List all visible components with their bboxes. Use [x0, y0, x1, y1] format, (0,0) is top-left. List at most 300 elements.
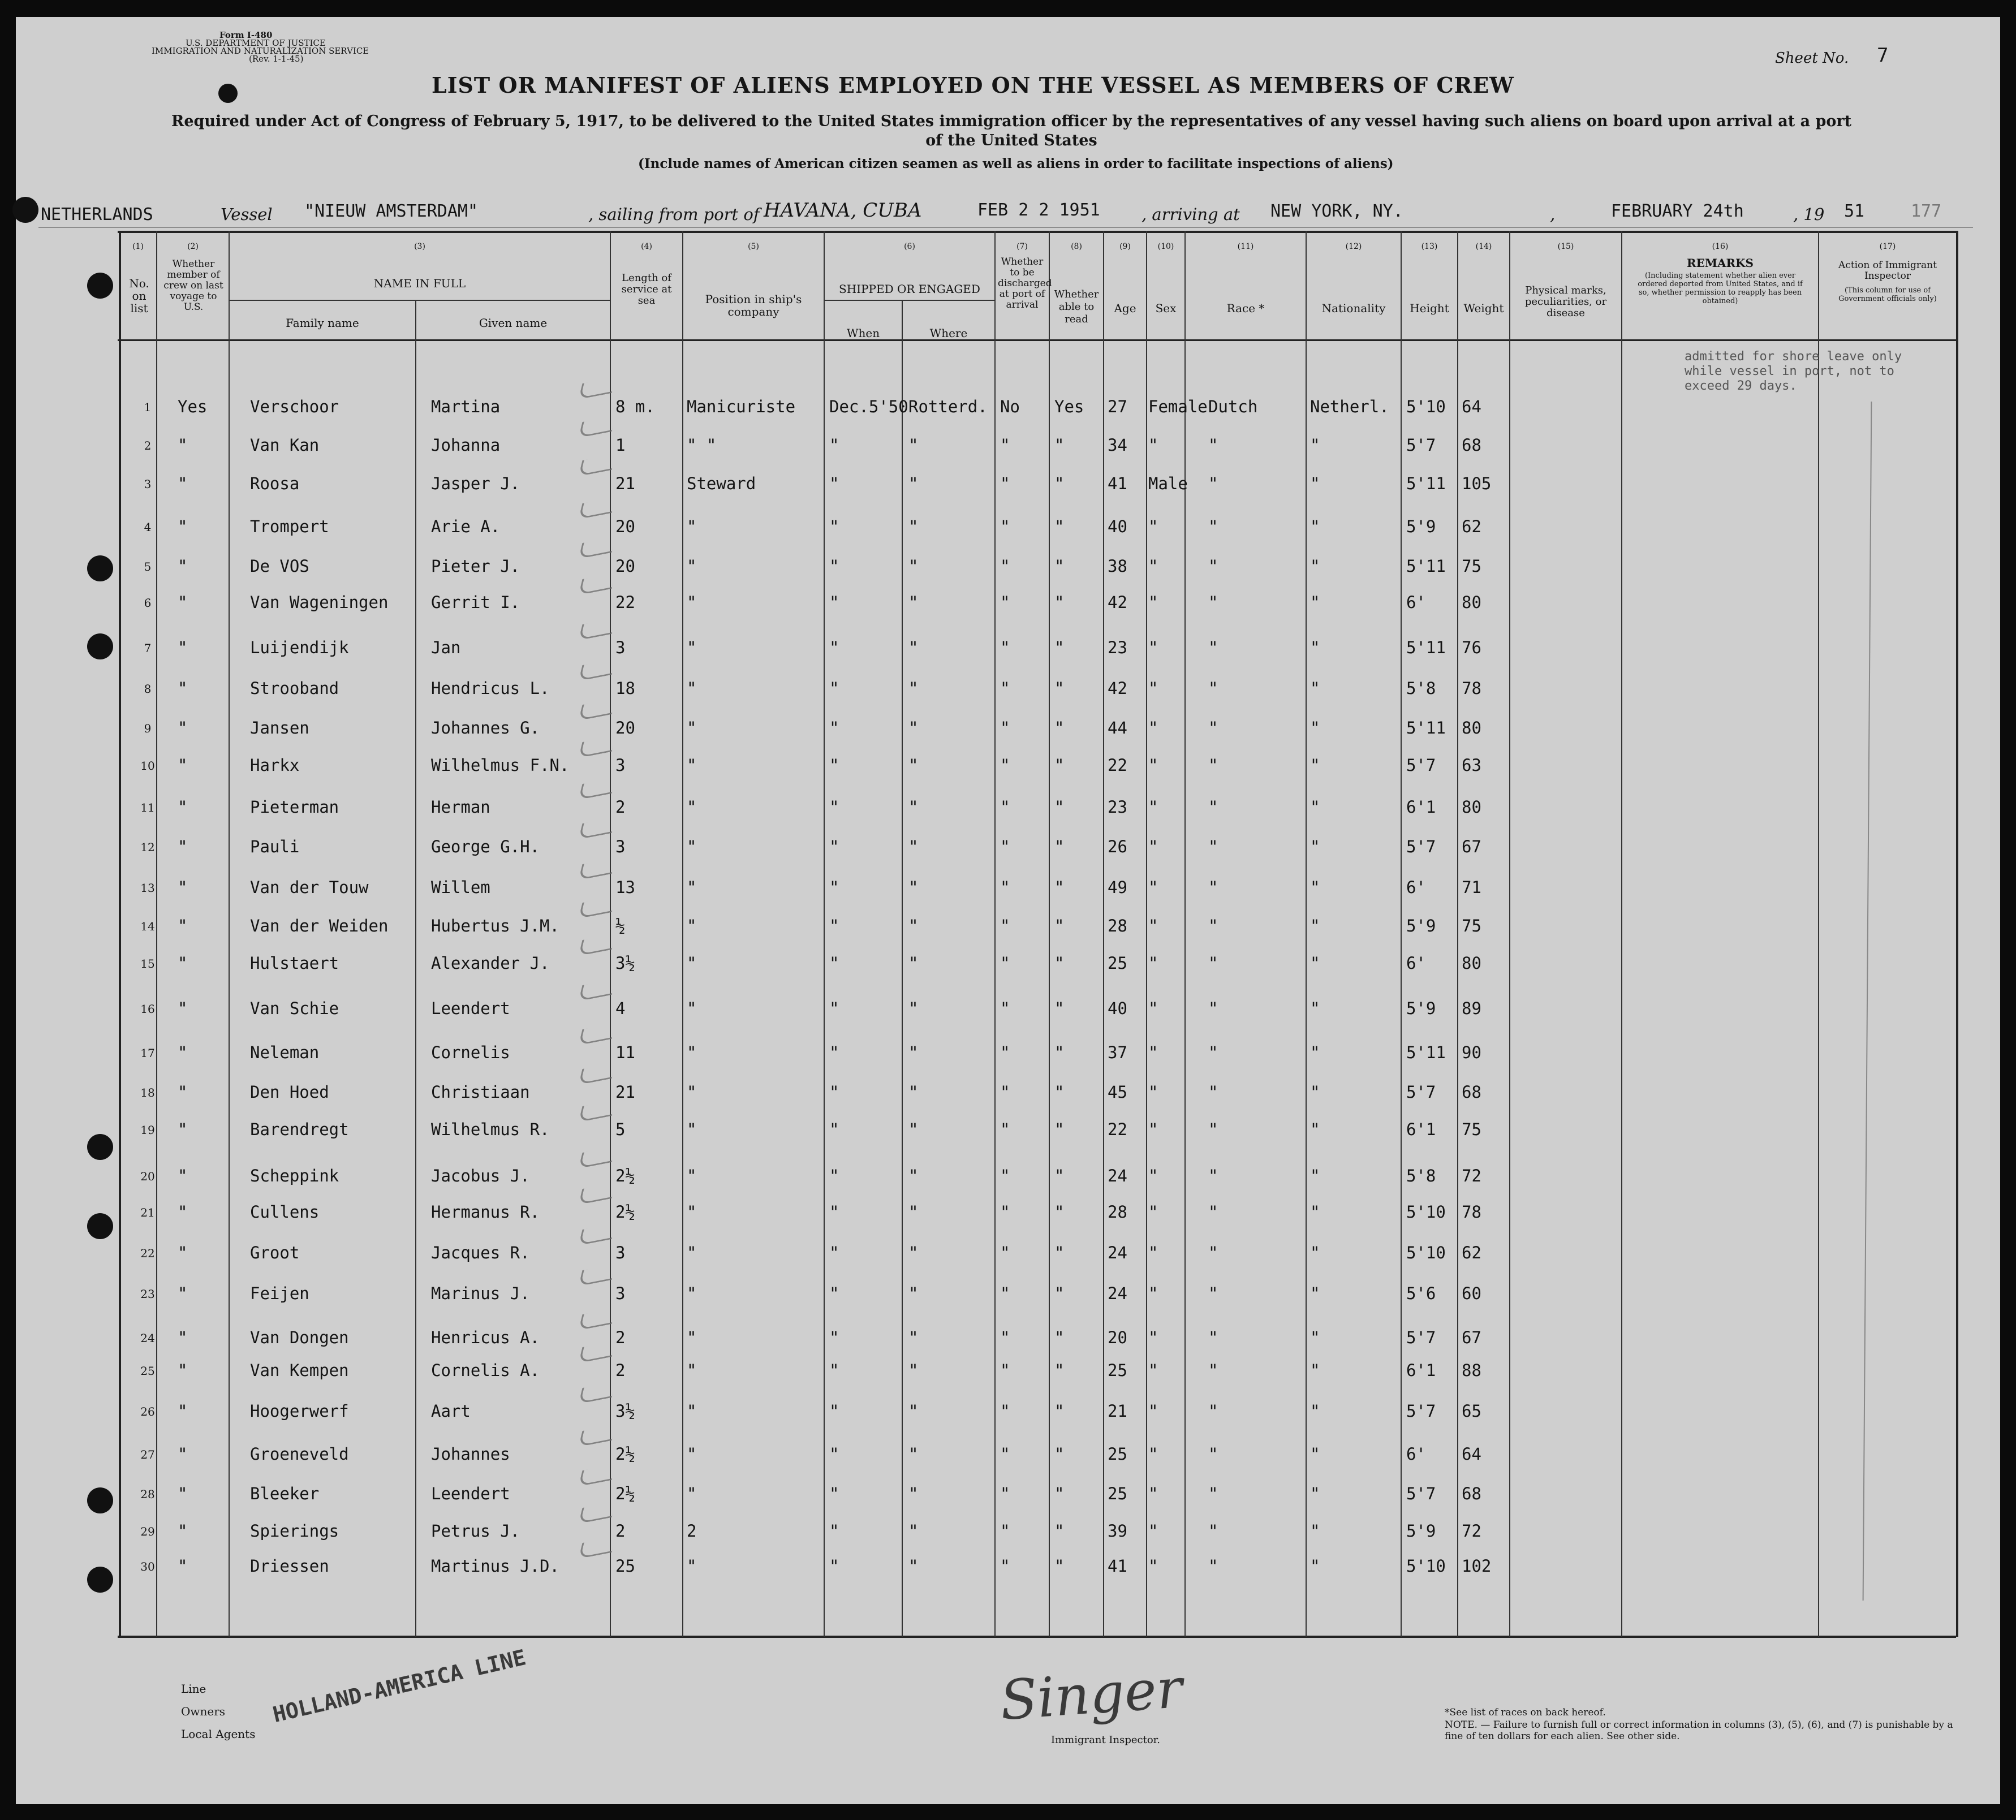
family-name: Cullens [250, 1202, 320, 1222]
age: 38 [1108, 557, 1127, 576]
col-3b-header: Given name [479, 316, 548, 330]
shipped-when: " [829, 837, 839, 856]
height: 5'10 [1406, 1202, 1446, 1222]
service-length: 20 [615, 517, 635, 536]
service-length: 8 m. [615, 397, 655, 416]
nationality: " [1310, 1043, 1320, 1062]
discharged: " [1000, 837, 1010, 856]
sex: " [1148, 1556, 1158, 1576]
row-number: 6 [144, 596, 152, 610]
row-number: 5 [144, 560, 152, 573]
table-row [16, 878, 2000, 915]
shipped-where: " [908, 1202, 919, 1222]
can-read: " [1054, 837, 1065, 856]
shipped-when: " [829, 1082, 839, 1102]
weight: 64 [1462, 1444, 1481, 1464]
family-name: Van Wageningen [250, 593, 389, 612]
table-row [16, 1120, 2000, 1157]
position: " [687, 999, 697, 1018]
weight: 78 [1462, 1202, 1481, 1222]
height: 6' [1406, 954, 1426, 973]
service-length: 3 [615, 638, 626, 657]
prev-voyage: " [178, 435, 188, 455]
prev-voyage: " [178, 718, 188, 738]
age: 25 [1108, 1361, 1127, 1380]
table-row [16, 517, 2000, 554]
shipped-when: " [829, 756, 839, 775]
prev-voyage: " [178, 1521, 188, 1541]
can-read: " [1054, 1556, 1065, 1576]
table-row [16, 679, 2000, 716]
weight: 105 [1462, 474, 1492, 493]
col-1-header: No. on list [129, 277, 149, 315]
height: 5'7 [1406, 435, 1436, 455]
ink-blot [218, 84, 238, 103]
can-read: " [1054, 474, 1065, 493]
can-read: " [1054, 1243, 1065, 1262]
discharged: " [1000, 1328, 1010, 1347]
prev-voyage: " [178, 679, 188, 698]
family-name: Groot [250, 1243, 300, 1262]
discharged: " [1000, 1556, 1010, 1576]
service-length: 2 [615, 1361, 626, 1380]
shipped-where: " [908, 557, 919, 576]
race: " [1208, 999, 1218, 1018]
col-13-header: Height [1410, 301, 1449, 315]
race: " [1208, 1556, 1218, 1576]
weight: 88 [1462, 1361, 1481, 1380]
race: " [1208, 557, 1218, 576]
given-name: Hermanus R. [431, 1202, 540, 1222]
shipped-when: " [829, 1284, 839, 1303]
given-name: Marinus J. [431, 1284, 530, 1303]
col-11-header: Race * [1226, 301, 1265, 315]
age: 22 [1108, 1120, 1127, 1139]
table-row [16, 474, 2000, 511]
service-length: 20 [615, 557, 635, 576]
col-4-header: Length of service at sea [621, 272, 672, 307]
discharged: " [1000, 916, 1010, 935]
age: 34 [1108, 435, 1127, 455]
prev-voyage: " [178, 797, 188, 817]
shipped-when: " [829, 1328, 839, 1347]
row-number: 19 [140, 1123, 155, 1137]
nationality: " [1310, 1284, 1320, 1303]
agent-stamp: HOLLAND-AMERICA LINE [270, 1645, 528, 1727]
discharged: " [1000, 638, 1010, 657]
nationality: " [1310, 1444, 1320, 1464]
position: " [687, 1556, 697, 1576]
table-row [16, 1243, 2000, 1280]
shipped-where: " [908, 593, 919, 612]
shipped-when: " [829, 878, 839, 897]
age: 42 [1108, 679, 1127, 698]
discharged: " [1000, 1484, 1010, 1503]
prev-voyage: " [178, 1243, 188, 1262]
family-name: Spierings [250, 1521, 339, 1541]
col-4-number: (4) [641, 242, 652, 251]
family-name: Harkx [250, 756, 300, 775]
table-row [16, 638, 2000, 675]
shipped-when: " [829, 679, 839, 698]
given-name: Jacobus J. [431, 1166, 530, 1185]
prev-voyage: " [178, 1361, 188, 1380]
discharged: " [1000, 1166, 1010, 1185]
row-number: 11 [140, 801, 155, 814]
family-name: Scheppink [250, 1166, 339, 1185]
shipped-when: " [829, 1243, 839, 1262]
age: 27 [1108, 397, 1127, 416]
weight: 68 [1462, 435, 1481, 455]
table-row [16, 1082, 2000, 1120]
family-name: Groeneveld [250, 1444, 349, 1464]
sex: " [1148, 878, 1158, 897]
sex: " [1148, 557, 1158, 576]
can-read: " [1054, 718, 1065, 738]
col-9-number: (9) [1119, 242, 1131, 251]
weight: 71 [1462, 878, 1481, 897]
nationality: " [1310, 756, 1320, 775]
sex: " [1148, 1166, 1158, 1185]
race: Dutch [1208, 397, 1258, 416]
race: " [1208, 837, 1218, 856]
race: " [1208, 593, 1218, 612]
table-row [16, 1361, 2000, 1398]
sex: " [1148, 1043, 1158, 1062]
given-name: Willem [431, 878, 490, 897]
table-row [16, 1043, 2000, 1080]
arrival-port: NEW YORK, NY. [1270, 201, 1403, 221]
sheet-label: Sheet No. [1775, 50, 1849, 67]
service-length: 5 [615, 1120, 626, 1139]
height: 5'11 [1406, 638, 1446, 657]
sex: " [1148, 1444, 1158, 1464]
weight: 65 [1462, 1401, 1481, 1421]
row-number: 23 [140, 1287, 155, 1301]
prev-voyage: " [178, 1556, 188, 1576]
family-name: Feijen [250, 1284, 309, 1303]
nationality: " [1310, 557, 1320, 576]
race: " [1208, 1202, 1218, 1222]
can-read: " [1054, 1521, 1065, 1541]
given-name: Aart [431, 1401, 471, 1421]
nationality: " [1310, 878, 1320, 897]
weight: 72 [1462, 1521, 1481, 1541]
col-7-number: (7) [1016, 242, 1028, 251]
row-number: 22 [140, 1247, 155, 1260]
col-7-header: Whether to be discharged at port of arrival [998, 256, 1052, 310]
row-number: 15 [140, 957, 155, 971]
discharged: " [1000, 1361, 1010, 1380]
given-name: Gerrit I. [431, 593, 520, 612]
position: " [687, 878, 697, 897]
race: " [1208, 435, 1218, 455]
row-number: 18 [140, 1086, 155, 1099]
shipped-where: " [908, 1521, 919, 1541]
service-length: 3 [615, 837, 626, 856]
weight: 63 [1462, 756, 1481, 775]
height: 6'1 [1406, 797, 1436, 817]
table-row [16, 718, 2000, 756]
table-row [16, 1166, 2000, 1204]
row-number: 4 [144, 520, 152, 534]
col-6-header: SHIPPED OR ENGAGED [839, 282, 980, 296]
sex: " [1148, 679, 1158, 698]
col-10-number: (10) [1157, 242, 1174, 251]
position: " [687, 1444, 697, 1464]
given-name: Herman [431, 797, 490, 817]
height: 5'10 [1406, 1556, 1446, 1576]
row-number: 28 [140, 1487, 155, 1501]
can-read: " [1054, 878, 1065, 897]
inspector-label: Immigrant Inspector. [1051, 1734, 1161, 1746]
position: " [687, 679, 697, 698]
age: 39 [1108, 1521, 1127, 1541]
col-2-number: (2) [187, 242, 199, 251]
name-subheader-rule [229, 300, 610, 301]
position: " [687, 1361, 697, 1380]
weight: 60 [1462, 1284, 1481, 1303]
col-14-number: (14) [1475, 242, 1492, 251]
can-read: " [1054, 679, 1065, 698]
shipped-when: " [829, 1166, 839, 1185]
shipped-where: " [908, 1401, 919, 1421]
nationality: " [1310, 1202, 1320, 1222]
col-6b-header: Where [929, 326, 968, 340]
age: 28 [1108, 916, 1127, 935]
service-length: 3 [615, 1284, 626, 1303]
col-6-number: (6) [904, 242, 915, 251]
given-name: Cornelis [431, 1043, 510, 1062]
prev-voyage: Yes [178, 397, 208, 416]
given-name: Christiaan [431, 1082, 530, 1102]
family-name: Barendregt [250, 1120, 349, 1139]
nationality: " [1310, 474, 1320, 493]
age: 42 [1108, 593, 1127, 612]
race: " [1208, 1328, 1218, 1347]
family-name: Driessen [250, 1556, 329, 1576]
shipped-when: " [829, 999, 839, 1018]
weight: 68 [1462, 1484, 1481, 1503]
shipped-when: " [829, 517, 839, 536]
shipped-where: " [908, 1120, 919, 1139]
age: 25 [1108, 1484, 1127, 1503]
remarks-line-1: admitted for shore leave only [1685, 350, 1902, 364]
given-name: Johanna [431, 435, 501, 455]
row-number: 7 [144, 641, 152, 655]
family-name: De VOS [250, 557, 309, 576]
owners-label: Owners [181, 1705, 226, 1718]
form-rev: (Rev. 1-1-45) [249, 54, 304, 64]
position: " [687, 1401, 697, 1421]
shipped-where: " [908, 1361, 919, 1380]
nationality: " [1310, 718, 1320, 738]
can-read: " [1054, 1401, 1065, 1421]
given-name: Jasper J. [431, 474, 520, 493]
discharged: " [1000, 1120, 1010, 1139]
height: 5'9 [1406, 916, 1436, 935]
given-name: Leendert [431, 1484, 510, 1503]
prev-voyage: " [178, 837, 188, 856]
service-length: 3½ [615, 954, 635, 973]
position: " [687, 557, 697, 576]
weight: 80 [1462, 718, 1481, 738]
col-11-number: (11) [1237, 242, 1254, 251]
discharged: " [1000, 1202, 1010, 1222]
position: " [687, 1043, 697, 1062]
height: 5'9 [1406, 999, 1436, 1018]
shipped-when: " [829, 474, 839, 493]
page-mark: 177 [1911, 201, 1942, 221]
age: 24 [1108, 1284, 1127, 1303]
position: " [687, 638, 697, 657]
position: " [687, 1328, 697, 1347]
family-name: Roosa [250, 474, 300, 493]
race: " [1208, 679, 1218, 698]
nationality: " [1310, 1328, 1320, 1347]
race: " [1208, 878, 1218, 897]
position: " [687, 756, 697, 775]
family-name: Pauli [250, 837, 300, 856]
height: 5'7 [1406, 837, 1436, 856]
family-name: Hoogerwerf [250, 1401, 349, 1421]
discharged: " [1000, 435, 1010, 455]
can-read: " [1054, 1444, 1065, 1464]
prev-voyage: " [178, 878, 188, 897]
height: 5'6 [1406, 1284, 1436, 1303]
race: " [1208, 1082, 1218, 1102]
row-number: 25 [140, 1364, 155, 1378]
row-number: 10 [140, 759, 155, 773]
sex: " [1148, 954, 1158, 973]
row-number: 26 [140, 1405, 155, 1418]
table-row [16, 1521, 2000, 1559]
given-name: Jan [431, 638, 461, 657]
col-12-number: (12) [1345, 242, 1362, 251]
prev-voyage: " [178, 557, 188, 576]
shipped-when: " [829, 1202, 839, 1222]
position: " [687, 797, 697, 817]
race: " [1208, 1361, 1218, 1380]
prev-voyage: " [178, 638, 188, 657]
col-16-subheader: (Including statement whether alien ever ordered deported from United States, and if so, whether permission to reapply has been obtained) [1638, 271, 1803, 305]
prev-voyage: " [178, 1120, 188, 1139]
discharged: " [1000, 878, 1010, 897]
table-row [16, 397, 2000, 434]
prev-voyage: " [178, 1166, 188, 1185]
age: 23 [1108, 638, 1127, 657]
height: 5'9 [1406, 517, 1436, 536]
table-row [16, 999, 2000, 1036]
discharged: No [1000, 397, 1020, 416]
height: 5'7 [1406, 1484, 1436, 1503]
discharged: " [1000, 679, 1010, 698]
sex: " [1148, 1484, 1158, 1503]
height: 6'1 [1406, 1361, 1436, 1380]
given-name: Petrus J. [431, 1521, 520, 1541]
family-name: Van Schie [250, 999, 339, 1018]
height: 5'7 [1406, 756, 1436, 775]
service-length: 21 [615, 1082, 635, 1102]
shipped-when: " [829, 593, 839, 612]
can-read: " [1054, 1328, 1065, 1347]
col-3-number: (3) [414, 242, 425, 251]
given-name: Wilhelmus R. [431, 1120, 550, 1139]
nationality: " [1310, 679, 1320, 698]
shipped-when: " [829, 1361, 839, 1380]
nationality: " [1310, 638, 1320, 657]
race: " [1208, 1521, 1218, 1541]
shipped-where: " [908, 878, 919, 897]
given-name: Hendricus L. [431, 679, 550, 698]
sex: " [1148, 797, 1158, 817]
shipped-when: " [829, 1120, 839, 1139]
row-number: 21 [140, 1206, 155, 1219]
prev-voyage: " [178, 1328, 188, 1347]
table-row [16, 1484, 2000, 1521]
weight: 67 [1462, 837, 1481, 856]
table-row [16, 1202, 2000, 1240]
shipped-where: " [908, 718, 919, 738]
sex: " [1148, 1202, 1158, 1222]
shipped-where: " [908, 1082, 919, 1102]
shipped-when: " [829, 1444, 839, 1464]
discharged: " [1000, 1401, 1010, 1421]
can-read: " [1054, 756, 1065, 775]
race: " [1208, 474, 1218, 493]
race: " [1208, 1484, 1218, 1503]
shipped-where: " [908, 1043, 919, 1062]
shipped-where: " [908, 756, 919, 775]
weight: 102 [1462, 1556, 1492, 1576]
family-name: Den Hoed [250, 1082, 329, 1102]
col-8-header: Whether able to read [1054, 288, 1099, 325]
prev-voyage: " [178, 954, 188, 973]
nationality: " [1310, 954, 1320, 973]
form-service: IMMIGRATION AND NATURALIZATION SERVICE [152, 46, 369, 56]
received-stamp: FEB 2 2 1951 [977, 200, 1100, 220]
year-prefix: , 19 [1793, 205, 1825, 224]
prev-voyage: " [178, 999, 188, 1018]
nationality: " [1310, 435, 1320, 455]
sex: " [1148, 1401, 1158, 1421]
nationality: " [1310, 916, 1320, 935]
line-label: Line [181, 1682, 206, 1696]
comma-separator: , [1550, 205, 1556, 224]
row-number: 24 [140, 1331, 155, 1345]
table-row [16, 837, 2000, 874]
family-name: Van Dongen [250, 1328, 349, 1347]
row-number: 20 [140, 1170, 155, 1183]
col-15-header: Physical marks, peculiarities, or disease [1524, 284, 1607, 319]
discharged: " [1000, 1082, 1010, 1102]
discharged: " [1000, 797, 1010, 817]
family-name: Hulstaert [250, 954, 339, 973]
shipped-when: " [829, 916, 839, 935]
can-read: " [1054, 1043, 1065, 1062]
prev-voyage: " [178, 474, 188, 493]
age: 24 [1108, 1166, 1127, 1185]
row-number: 12 [140, 840, 155, 854]
table-row [16, 593, 2000, 630]
position: " [687, 837, 697, 856]
shipped-where: " [908, 1484, 919, 1503]
row-number: 14 [140, 920, 155, 933]
table-top-border [118, 231, 1956, 233]
table-row [16, 916, 2000, 954]
service-length: 2 [615, 797, 626, 817]
row-number: 30 [140, 1560, 155, 1573]
